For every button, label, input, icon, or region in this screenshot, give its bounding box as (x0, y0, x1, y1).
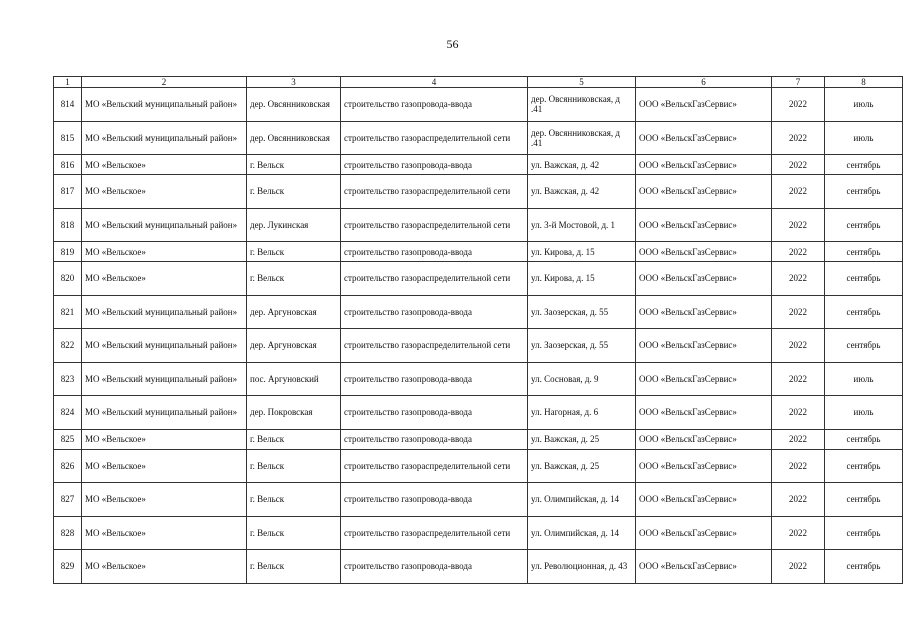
work-type-cell: строительство газопровода-ввода (341, 295, 528, 329)
year-cell: 2022 (772, 449, 825, 483)
municipality-cell: МО «Вельский муниципальный район» (82, 329, 247, 363)
work-type-cell: строительство газораспределительной сети (341, 516, 528, 550)
column-header: 6 (636, 77, 772, 88)
work-type-cell: строительство газораспределительной сети (341, 449, 528, 483)
year-cell: 2022 (772, 175, 825, 209)
table-row (54, 362, 903, 396)
work-type-cell: строительство газораспределительной сети (341, 175, 528, 209)
address-cell: ул. 3-й Мостовой, д. 1 (528, 208, 636, 242)
year-cell: 2022 (772, 155, 825, 175)
year-cell: 2022 (772, 429, 825, 449)
address-cell: ул. Сосновая, д. 9 (528, 362, 636, 396)
year-cell: 2022 (772, 121, 825, 155)
column-header: 8 (825, 77, 903, 88)
organization-cell: ООО «ВельскГазСервис» (636, 175, 772, 209)
work-type-cell: строительство газопровода-ввода (341, 362, 528, 396)
work-type-cell: строительство газораспределительной сети (341, 262, 528, 296)
municipality-cell: МО «Вельский муниципальный район» (82, 362, 247, 396)
table-row (54, 262, 903, 296)
column-header: 1 (54, 77, 82, 88)
address-cell: дер. Овсянниковская, д .41 (528, 121, 636, 155)
table-row (54, 449, 903, 483)
month-cell: сентябрь (825, 483, 903, 517)
organization-cell: ООО «ВельскГазСервис» (636, 483, 772, 517)
table-row (54, 175, 903, 209)
column-header: 3 (247, 77, 341, 88)
address-cell: ул. Кирова, д. 15 (528, 242, 636, 262)
settlement-cell: г. Вельск (247, 516, 341, 550)
settlement-cell: дер. Аргуновская (247, 295, 341, 329)
organization-cell: ООО «ВельскГазСервис» (636, 449, 772, 483)
month-cell: сентябрь (825, 242, 903, 262)
table-row (54, 88, 903, 122)
work-type-cell: строительство газораспределительной сети (341, 121, 528, 155)
month-cell: июль (825, 362, 903, 396)
row-number-cell: 827 (54, 483, 82, 517)
organization-cell: ООО «ВельскГазСервис» (636, 262, 772, 296)
row-number-cell: 829 (54, 550, 82, 584)
organization-cell: ООО «ВельскГазСервис» (636, 329, 772, 363)
work-type-cell: строительство газопровода-ввода (341, 483, 528, 517)
row-number-cell: 824 (54, 396, 82, 430)
row-number-cell: 815 (54, 121, 82, 155)
row-number-cell: 822 (54, 329, 82, 363)
table-body (54, 88, 903, 584)
month-cell: сентябрь (825, 175, 903, 209)
table-row (54, 329, 903, 363)
month-cell: сентябрь (825, 155, 903, 175)
municipality-cell: МО «Вельский муниципальный район» (82, 208, 247, 242)
municipality-cell: МО «Вельский муниципальный район» (82, 295, 247, 329)
municipality-cell: МО «Вельское» (82, 550, 247, 584)
municipality-cell: МО «Вельское» (82, 516, 247, 550)
gasification-table (53, 76, 903, 584)
organization-cell: ООО «ВельскГазСервис» (636, 396, 772, 430)
table-row (54, 295, 903, 329)
table-row (54, 121, 903, 155)
address-cell: ул. Кирова, д. 15 (528, 262, 636, 296)
row-number-cell: 814 (54, 88, 82, 122)
municipality-cell: МО «Вельский муниципальный район» (82, 88, 247, 122)
year-cell: 2022 (772, 242, 825, 262)
table-row (54, 396, 903, 430)
table-row (54, 429, 903, 449)
row-number-cell: 826 (54, 449, 82, 483)
address-cell: ул. Важская, д. 42 (528, 155, 636, 175)
month-cell: сентябрь (825, 516, 903, 550)
settlement-cell: г. Вельск (247, 262, 341, 296)
column-header: 7 (772, 77, 825, 88)
year-cell: 2022 (772, 362, 825, 396)
address-cell: ул. Важская, д. 42 (528, 175, 636, 209)
row-number-cell: 821 (54, 295, 82, 329)
municipality-cell: МО «Вельское» (82, 483, 247, 517)
work-type-cell: строительство газораспределительной сети (341, 329, 528, 363)
year-cell: 2022 (772, 262, 825, 296)
organization-cell: ООО «ВельскГазСервис» (636, 155, 772, 175)
settlement-cell: г. Вельск (247, 483, 341, 517)
municipality-cell: МО «Вельское» (82, 175, 247, 209)
settlement-cell: дер. Овсянниковская (247, 88, 341, 122)
settlement-cell: г. Вельск (247, 429, 341, 449)
month-cell: сентябрь (825, 262, 903, 296)
address-cell: ул. Олимпийская, д. 14 (528, 483, 636, 517)
month-cell: сентябрь (825, 449, 903, 483)
address-cell: дер. Овсянниковская, д .41 (528, 88, 636, 122)
settlement-cell: дер. Аргуновская (247, 329, 341, 363)
organization-cell: ООО «ВельскГазСервис» (636, 121, 772, 155)
municipality-cell: МО «Вельское» (82, 449, 247, 483)
year-cell: 2022 (772, 550, 825, 584)
settlement-cell: г. Вельск (247, 449, 341, 483)
table-row (54, 208, 903, 242)
municipality-cell: МО «Вельский муниципальный район» (82, 396, 247, 430)
settlement-cell: г. Вельск (247, 175, 341, 209)
year-cell: 2022 (772, 516, 825, 550)
column-header: 5 (528, 77, 636, 88)
row-number-cell: 817 (54, 175, 82, 209)
organization-cell: ООО «ВельскГазСервис» (636, 550, 772, 584)
work-type-cell: строительство газопровода-ввода (341, 242, 528, 262)
row-number-cell: 819 (54, 242, 82, 262)
settlement-cell: пос. Аргуновский (247, 362, 341, 396)
row-number-cell: 820 (54, 262, 82, 296)
organization-cell: ООО «ВельскГазСервис» (636, 429, 772, 449)
month-cell: сентябрь (825, 295, 903, 329)
year-cell: 2022 (772, 88, 825, 122)
settlement-cell: дер. Овсянниковская (247, 121, 341, 155)
row-number-cell: 825 (54, 429, 82, 449)
municipality-cell: МО «Вельский муниципальный район» (82, 121, 247, 155)
month-cell: июль (825, 396, 903, 430)
organization-cell: ООО «ВельскГазСервис» (636, 88, 772, 122)
settlement-cell: г. Вельск (247, 550, 341, 584)
month-cell: сентябрь (825, 550, 903, 584)
year-cell: 2022 (772, 483, 825, 517)
row-number-cell: 823 (54, 362, 82, 396)
table-row (54, 550, 903, 584)
work-type-cell: строительство газопровода-ввода (341, 155, 528, 175)
municipality-cell: МО «Вельское» (82, 262, 247, 296)
address-cell: ул. Важская, д. 25 (528, 449, 636, 483)
table-row (54, 242, 903, 262)
year-cell: 2022 (772, 396, 825, 430)
municipality-cell: МО «Вельское» (82, 155, 247, 175)
address-cell: ул. Заозерская, д. 55 (528, 329, 636, 363)
address-cell: ул. Олимпийская, д. 14 (528, 516, 636, 550)
address-cell: ул. Заозерская, д. 55 (528, 295, 636, 329)
municipality-cell: МО «Вельское» (82, 429, 247, 449)
year-cell: 2022 (772, 208, 825, 242)
row-number-cell: 828 (54, 516, 82, 550)
row-number-cell: 816 (54, 155, 82, 175)
row-number-cell: 818 (54, 208, 82, 242)
work-type-cell: строительство газопровода-ввода (341, 429, 528, 449)
address-cell: ул. Нагорная, д. 6 (528, 396, 636, 430)
work-type-cell: строительство газопровода-ввода (341, 550, 528, 584)
organization-cell: ООО «ВельскГазСервис» (636, 295, 772, 329)
organization-cell: ООО «ВельскГазСервис» (636, 242, 772, 262)
address-cell: ул. Революционная, д. 43 (528, 550, 636, 584)
table-row (54, 483, 903, 517)
organization-cell: ООО «ВельскГазСервис» (636, 516, 772, 550)
month-cell: июль (825, 88, 903, 122)
month-cell: июль (825, 121, 903, 155)
organization-cell: ООО «ВельскГазСервис» (636, 208, 772, 242)
address-cell: ул. Важская, д. 25 (528, 429, 636, 449)
month-cell: сентябрь (825, 208, 903, 242)
work-type-cell: строительство газопровода-ввода (341, 396, 528, 430)
work-type-cell: строительство газопровода-ввода (341, 88, 528, 122)
settlement-cell: дер. Покровская (247, 396, 341, 430)
year-cell: 2022 (772, 295, 825, 329)
year-cell: 2022 (772, 329, 825, 363)
table-row (54, 516, 903, 550)
table-row (54, 155, 903, 175)
table-header-row (54, 77, 903, 88)
settlement-cell: дер. Лукинская (247, 208, 341, 242)
work-type-cell: строительство газораспределительной сети (341, 208, 528, 242)
column-header: 4 (341, 77, 528, 88)
settlement-cell: г. Вельск (247, 155, 341, 175)
municipality-cell: МО «Вельское» (82, 242, 247, 262)
page-number: 56 (446, 37, 459, 51)
month-cell: сентябрь (825, 429, 903, 449)
settlement-cell: г. Вельск (247, 242, 341, 262)
column-header: 2 (82, 77, 247, 88)
month-cell: сентябрь (825, 329, 903, 363)
organization-cell: ООО «ВельскГазСервис» (636, 362, 772, 396)
